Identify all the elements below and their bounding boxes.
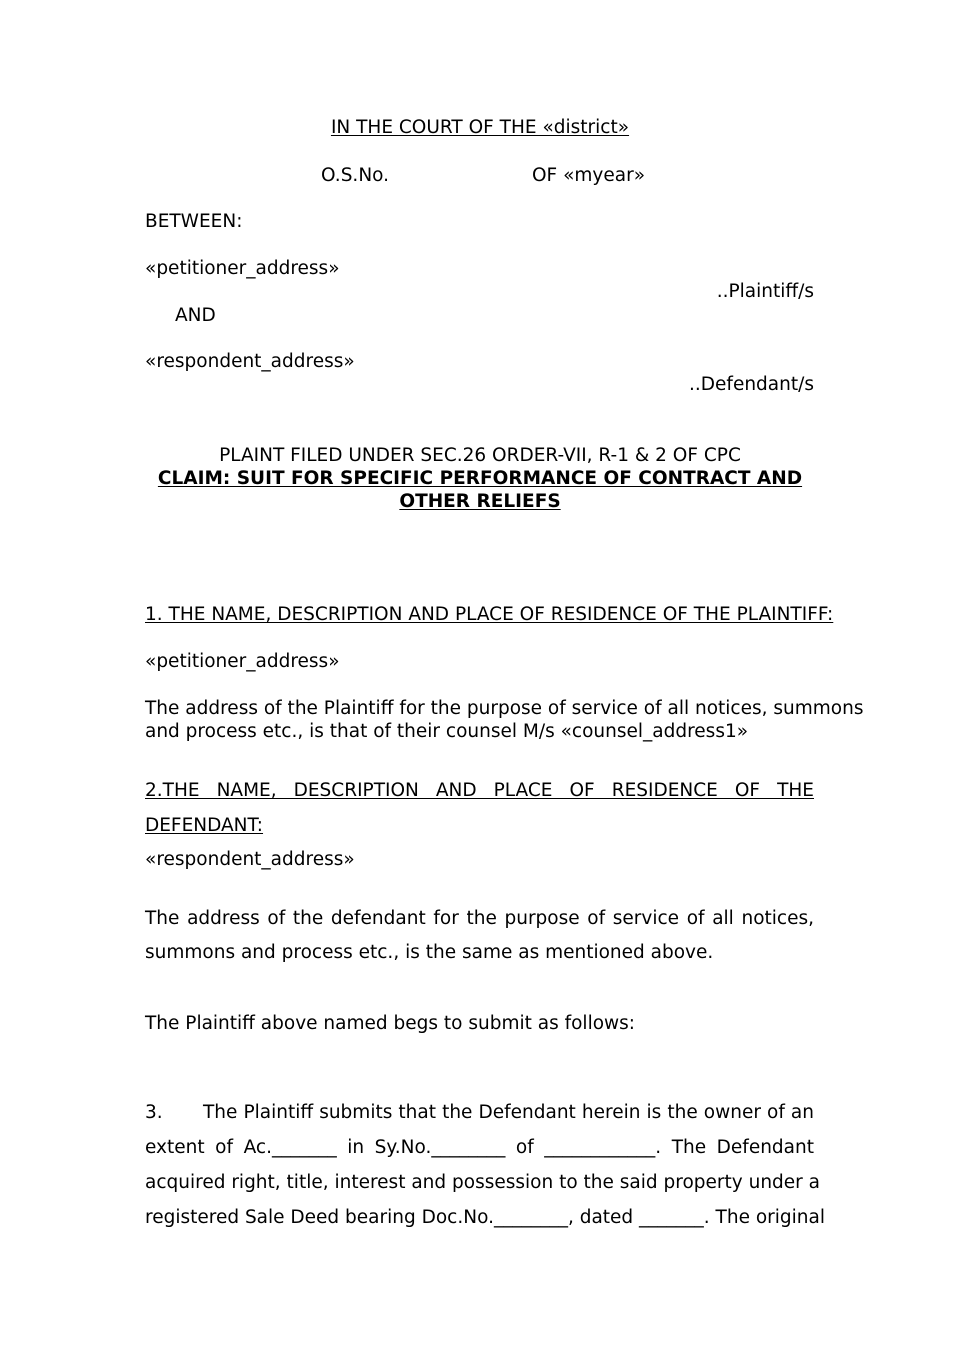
section3-line1: The Plaintiff submits that the Defendant herein is the owner of an: [203, 1102, 814, 1123]
section2-service-line1: The address of the defendant for the purpose of service of all notices,: [145, 908, 814, 929]
section3-line2: extent of Ac._______ in Sy.No.________ of ____________. The Defendant: [145, 1137, 814, 1158]
section2-address: «respondent_address»: [145, 849, 355, 870]
court-title: IN THE COURT OF THE «district»: [330, 117, 630, 138]
plaintiff-label: ..Plaintiff/s: [716, 281, 814, 302]
claim-title-line1: CLAIM: SUIT FOR SPECIFIC PERFORMANCE OF CONTRACT AND: [157, 468, 803, 489]
submission-text: The Plaintiff above named begs to submit as follows:: [145, 1013, 636, 1034]
section1-service-line2: and process etc., is that of their counsel M/s «counsel_address1»: [145, 721, 749, 742]
section2-service-line2: summons and process etc., is the same as mentioned above.: [145, 942, 714, 963]
and-label: AND: [175, 305, 216, 326]
section3-line3: acquired right, title, interest and possession to the said property under a: [145, 1172, 820, 1193]
petitioner-address: «petitioner_address»: [145, 258, 340, 279]
case-number-label: O.S.No.: [321, 165, 390, 186]
section1-service-line1: The address of the Plaintiff for the purpose of service of all notices, summons: [145, 698, 864, 719]
section2-heading-line1: 2.THE NAME, DESCRIPTION AND PLACE OF RESIDENCE OF THE: [145, 780, 814, 801]
section3-number: 3.: [145, 1102, 163, 1123]
plaint-filed-under: PLAINT FILED UNDER SEC.26 ORDER-VII, R-1 & 2 OF CPC: [219, 445, 741, 466]
between-label: BETWEEN:: [145, 211, 243, 232]
section1-heading: 1. THE NAME, DESCRIPTION AND PLACE OF RESIDENCE OF THE PLAINTIFF:: [145, 604, 834, 625]
section1-address: «petitioner_address»: [145, 651, 340, 672]
respondent-address: «respondent_address»: [145, 351, 355, 372]
claim-title-line2: OTHER RELIEFS: [399, 491, 561, 512]
case-year-label: OF «myear»: [532, 165, 646, 186]
section3-line4: registered Sale Deed bearing Doc.No.________, dated _______. The original: [145, 1207, 825, 1228]
section2-heading-line2: DEFENDANT:: [145, 815, 264, 836]
defendant-label: ..Defendant/s: [689, 374, 814, 395]
